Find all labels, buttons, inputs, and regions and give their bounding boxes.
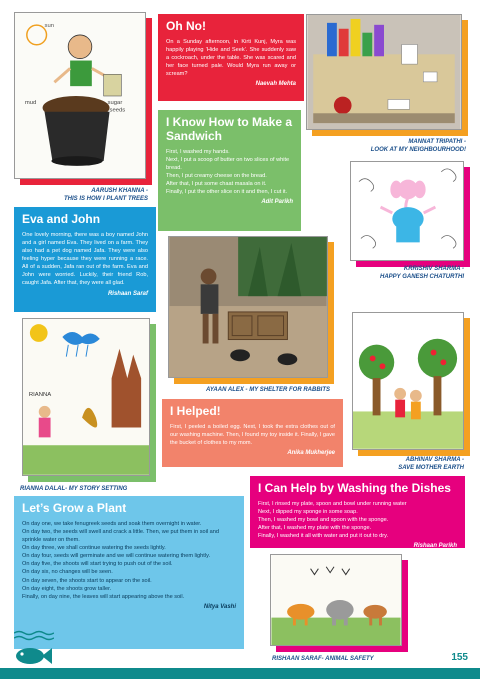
oh-no-author: Naevah Mehta [255,81,296,88]
ayaan-photo [168,236,328,378]
aarush-drawing [14,12,146,179]
plant-story [14,496,244,649]
rishaan-animal-drawing [270,554,402,646]
abhinav-drawing [352,312,464,450]
drawing-label-sugar: sugar [107,99,123,106]
oh-no-body: On a Sunday afternoon, in Kirti Kunj, Myra was happily playing ‘Hide and Seek’. She suddenly saw a cockroach, under the table. She was scared and her face turned pale. Would Myra run away or scream? [166,38,296,78]
sandwich-story [158,110,301,231]
eva-john-body: One lovely morning, there was a boy named John and a girl named Eva. They lived on a farm. They also had a pet dog named Jafa. They were also feeling hyper because they were running a race. All of a sudden, Jafa ran out of the farm. Eva and John were worried. Luckily, their friend Rob, caught Jafa. After that, they were all glad. [22,231,148,287]
dishes-story [250,476,465,548]
rianna-caption: RIANNA DALAL- MY STORY SETTING [20,486,128,492]
eva-john-author: Rishaan Saraf [107,290,148,297]
dishes-steps: First, I rinsed my plate, spoon and bowl under running water Next, I dipped my sponge in some soap. Then, I washed my bowl and spoon with the sponge. After that, I washed my plate with the sponge. Finally, I washed it all with water and put it out to dry. [258,500,407,540]
mannat-photo [306,14,462,130]
eva-john-title: Eva and John [22,212,101,226]
krishiv-caption: KRRISHIV SHARMA - HAPPY GANESH CHATURTHI [379,266,464,280]
eva-john-story [14,207,156,312]
mannat-caption: MANNAT TRIPATHI - LOOK AT MY NEIGHBOURHOOD! [370,139,466,153]
helped-body: First, I peeled a boiled egg. Next, I took the extra clothes out of our washing machine. Then, I found my toy inside it. Finally, I gave the bucket of clothes to my mom. [170,423,335,447]
aarush-caption: AARUSH KHANNA - THIS IS HOW I PLANT TREES [63,188,148,202]
dishes-title: I Can Help by Washing the Dishes [258,481,451,495]
drawing-label-sun: sun [44,23,55,30]
helped-story [162,399,343,467]
footer-bar [0,668,480,679]
plant-title: Let’s Grow a Plant [22,501,127,515]
plant-author: Nitya Vashi [203,603,236,610]
sandwich-steps: First, I washed my hands. Next, I put a scoop of butter on two slices of white bread. Then, I put creamy cheese on the bread. After that, I put some chaat masala on it. Finally, I put the other slice on it and then, I cut it. [166,148,290,196]
krishiv-drawing [350,161,464,261]
rishaan-art-caption: RISHAAN SARAF- ANIMAL SAFETY [272,656,374,662]
wave-decoration [14,629,54,641]
abhinav-caption: ABHINAV SHARMA - SAVE MOTHER EARTH [398,457,464,471]
drawing-label-rianna: RIANNA [28,392,52,399]
page-number: 155 [451,652,468,663]
sandwich-title: I Know How to Make a Sandwich [166,115,293,143]
oh-no-story [158,14,304,101]
helped-title: I Helped! [170,404,221,418]
dishes-author: Rishaan Parikh [413,543,457,550]
oh-no-title: Oh No! [166,19,206,33]
sandwich-author: Adit Parikh [261,199,293,206]
drawing-label-mud: mud [24,99,37,106]
rianna-drawing [22,318,150,476]
ayaan-caption: AYAAN ALEX - MY SHELTER FOR RABBITS [205,387,330,393]
helped-author: Anika Mukherjee [287,450,335,457]
drawing-label-seeds: seeds [109,107,126,114]
plant-steps: On day one, we take fenugreek seeds and soak them overnight in water. On day two, the seeds will swell and crack a little. Then, we put them in soil and sprinkle water on them. On day three, we shall continue watering the seeds lightly. On day four, seeds will germinate and we will continue watering them lightly. On day five, the shoots will start trying to push out of the soil. On day six, no changes will be seen. On day seven, the shoots start to appear on the soil. On day eight, the shoots grow taller. Finally, on day nine, the leaves will start appearing above the soil. [22,520,220,600]
fish-icon [14,646,52,666]
